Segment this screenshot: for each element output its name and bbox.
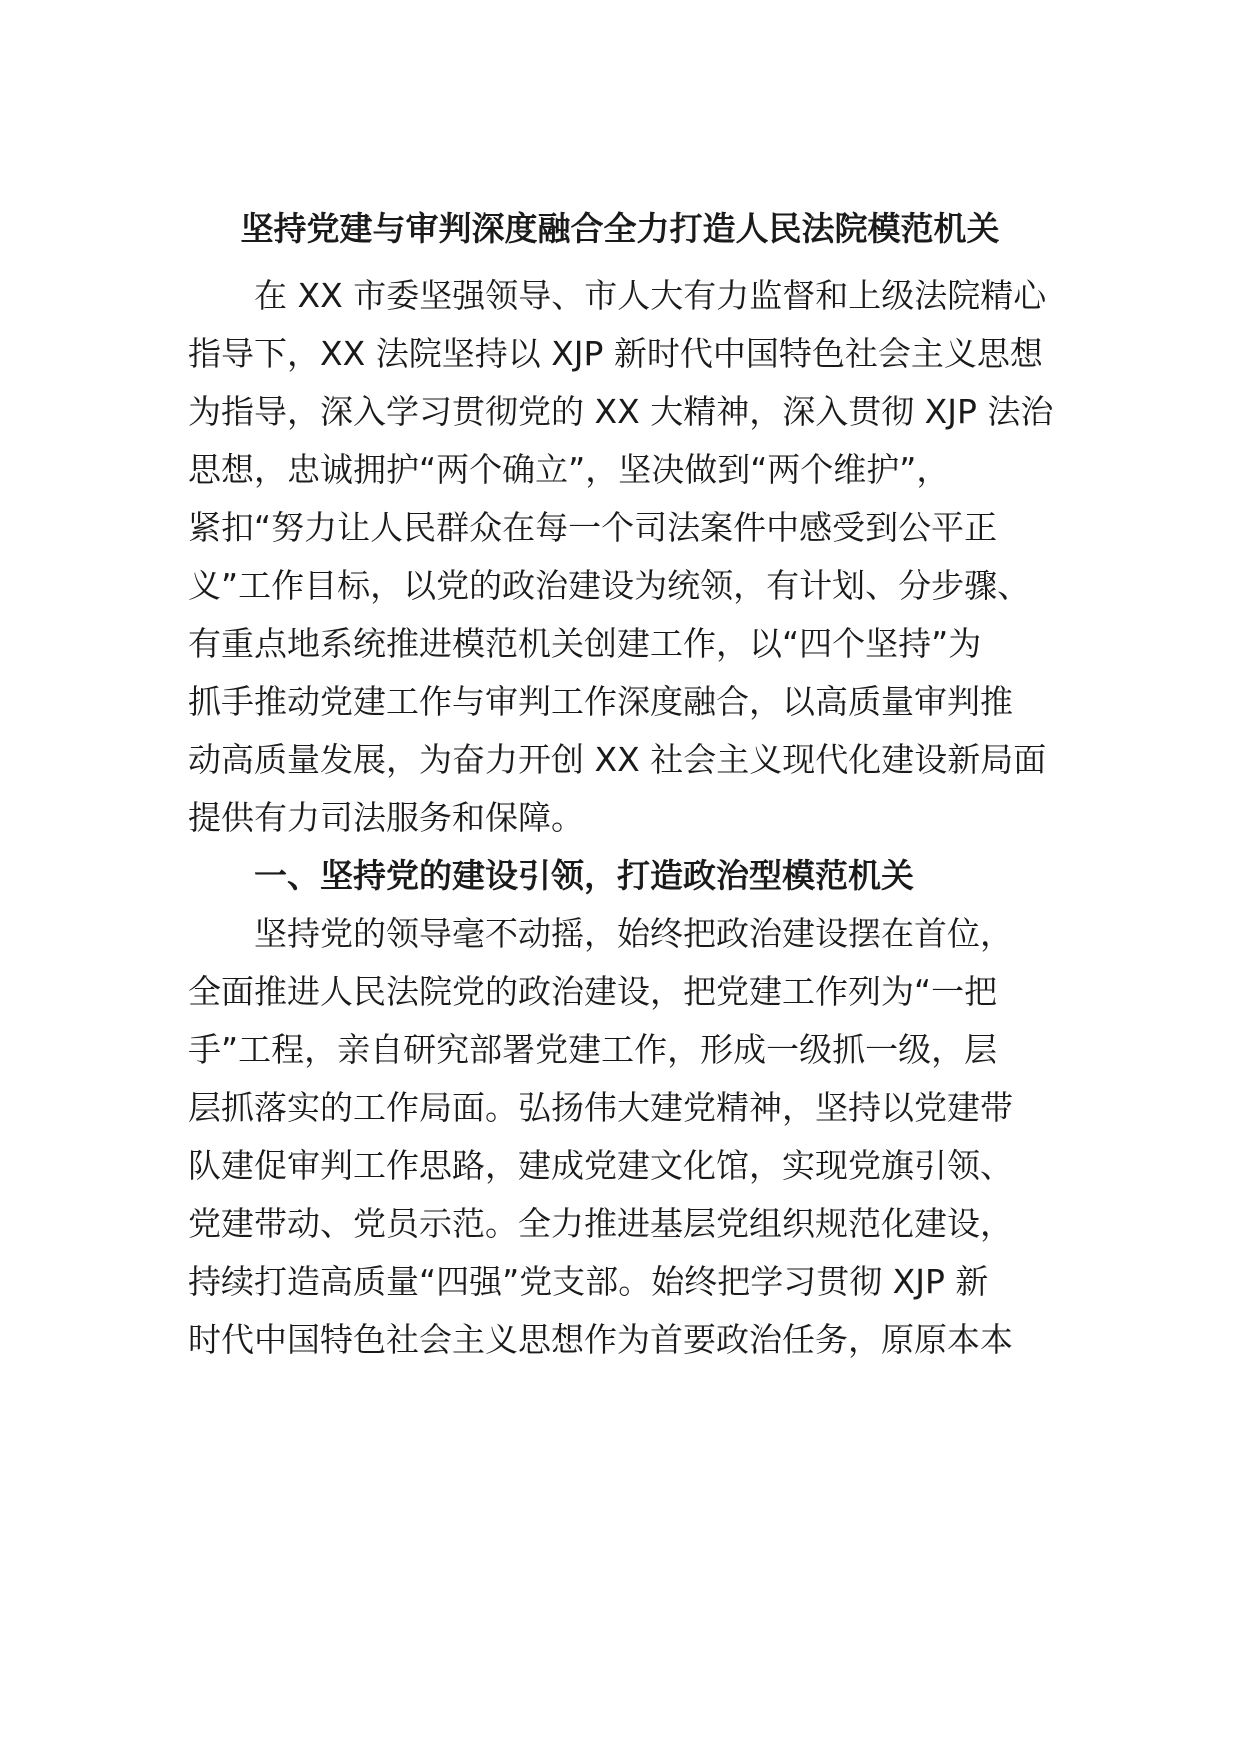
body-line: 层抓落实的工作局面。弘扬伟大建党精神，坚持以党建带: [188, 1088, 1013, 1127]
body-line: 队建促审判工作思路，建成党建文化馆，实现党旗引领、: [188, 1146, 1013, 1185]
intro-line: 提供有力司法服务和保障。: [188, 798, 584, 837]
body-line: 持续打造高质量“四强”党支部。始终把学习贯彻 XJP 新: [188, 1262, 989, 1301]
intro-line: 思想，忠诚拥护“两个确立”，坚决做到“两个维护”，: [188, 450, 950, 489]
intro-line: 紧扣“努力让人民群众在每一个司法案件中感受到公平正: [188, 508, 998, 547]
body-line: 时代中国特色社会主义思想作为首要政治任务，原原本本: [188, 1320, 1013, 1359]
intro-line: 为指导，深入学习贯彻党的 XX 大精神，深入贯彻 XJP 法治: [188, 392, 1054, 431]
intro-line: 动高质量发展，为奋力开创 XX 社会主义现代化建设新局面: [188, 740, 1047, 779]
body-line: 坚持党的领导毫不动摇，始终把政治建设摆在首位，: [254, 914, 1013, 953]
intro-line: 义”工作目标，以党的政治建设为统领，有计划、分步骤、: [188, 566, 1031, 605]
body-line: 党建带动、党员示范。全力推进基层党组织规范化建设，: [188, 1204, 1013, 1243]
intro-line: 有重点地系统推进模范机关创建工作，以“四个坚持”为: [188, 624, 982, 663]
body-line: 手”工程，亲自研究部署党建工作，形成一级抓一级，层: [188, 1030, 998, 1069]
intro-line: 指导下，XX 法院坚持以 XJP 新时代中国特色社会主义思想: [188, 334, 1043, 373]
document-title: 坚持党建与审判深度融合全力打造人民法院模范机关: [240, 209, 1000, 248]
body-line: 全面推进人民法院党的政治建设，把党建工作列为“一把: [188, 972, 998, 1011]
section-heading: 一、坚持党的建设引领，打造政治型模范机关: [254, 856, 914, 895]
intro-line: 抓手推动党建工作与审判工作深度融合，以高质量审判推: [188, 682, 1013, 721]
intro-line: 在 XX 市委坚强领导、市人大有力监督和上级法院精心: [254, 276, 1047, 315]
